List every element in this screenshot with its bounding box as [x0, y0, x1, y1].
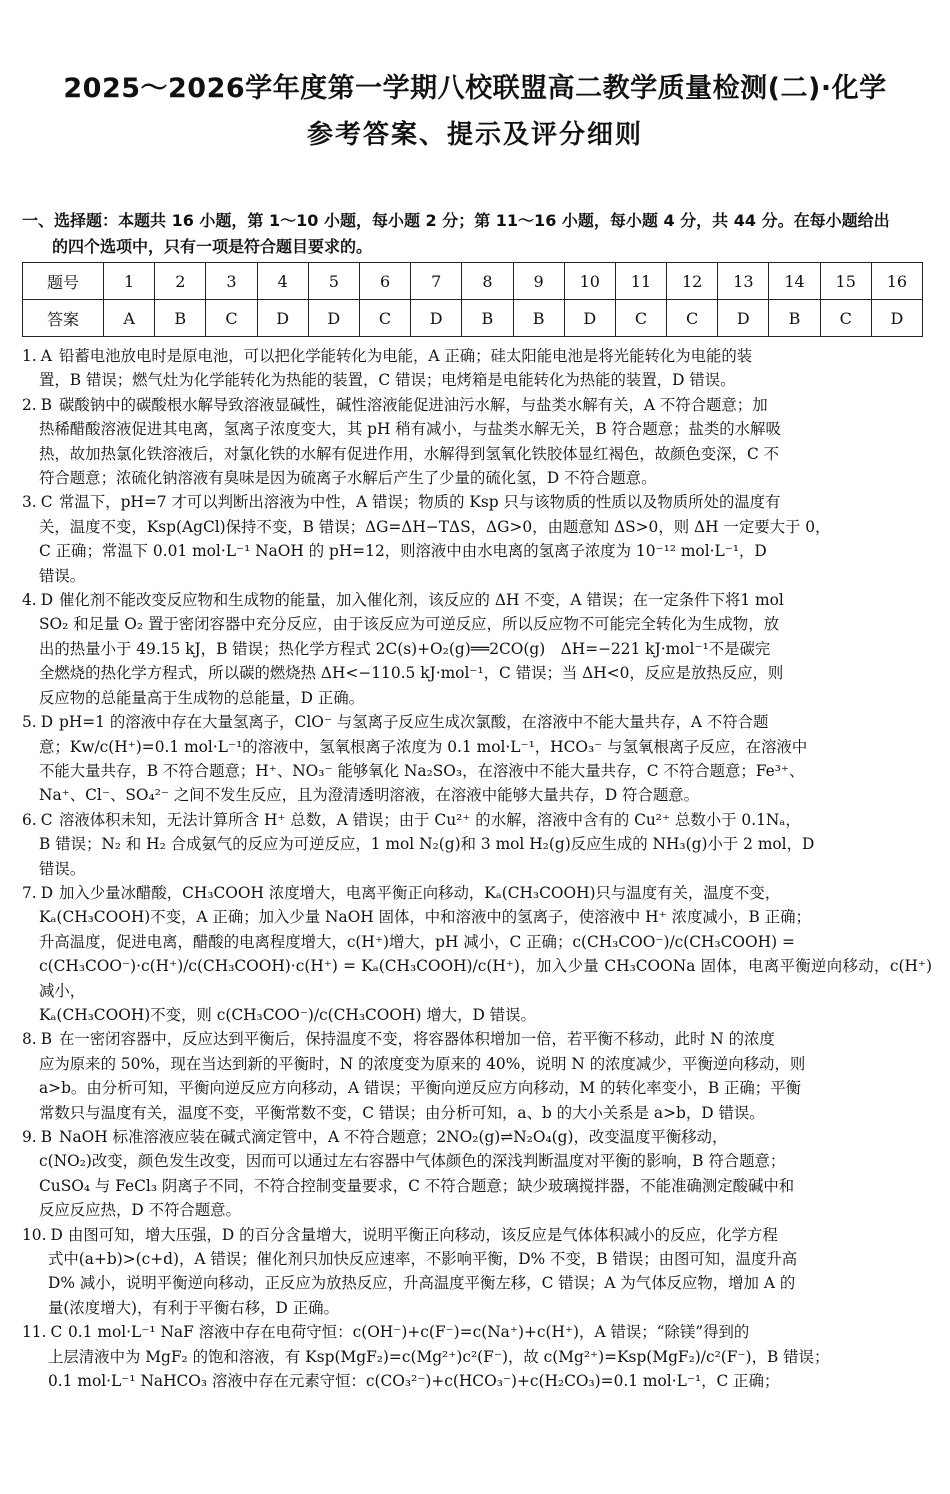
- item-number-text: 11.: [22, 1323, 47, 1342]
- table-cell: B: [769, 300, 820, 337]
- item-line: B 错误；N₂ 和 H₂ 合成氨气的反应为可逆反应，1 mol N₂(g)和 3 mol H₂(g)反应生成的 NH₃(g)小于 2 mol，D: [39, 835, 815, 854]
- item-line: Kₐ(CH₃COOH)不变，则 c(CH₃COO⁻)/c(CH₃COOH) 增大，D 错误。: [39, 1005, 536, 1024]
- table-cell: D: [718, 300, 769, 337]
- item-number-text: 10.: [22, 1225, 47, 1244]
- section-heading-line2: 的四个选项中，只有一项是符合题目要求的。: [52, 237, 373, 256]
- item-line: c(NO₂)改变，颜色发生改变，因而可以通过左右容器中气体颜色的深浅判断温度对平衡的影响，B 符合题意；: [39, 1152, 786, 1171]
- item-answer-letter: B: [40, 1128, 52, 1146]
- list-item: [22, 588, 932, 710]
- item-answer-letter: D: [40, 591, 54, 610]
- table-cell: C: [820, 300, 871, 337]
- section-heading: [22, 208, 934, 260]
- item-line: C 正确；常温下 0.01 mol·L⁻¹ NaOH 的 pH=12，则溶液中由水电离的氢离子浓度为 10⁻¹² mol·L⁻¹，D: [39, 542, 767, 561]
- table-cell: 9: [513, 263, 564, 300]
- item-line: D% 减小，说明平衡逆向移动，正反应为放热反应，升高温度平衡左移，C 错误；A 为气体反应物，增加 A 的: [48, 1274, 796, 1293]
- answer-table-row-answers: [23, 300, 923, 337]
- table-cell: 3: [206, 263, 257, 300]
- table-cell: 6: [359, 263, 410, 300]
- list-item: [22, 1320, 932, 1393]
- table-cell: 16: [871, 263, 922, 300]
- item-answer-letter: B: [40, 395, 52, 414]
- item-number: [22, 881, 53, 905]
- item-line: 催化剂不能改变反应物和生成物的能量，加入催化剂，该反应的 ΔH 不变，A 错误；在一定条件下将1 mol: [59, 591, 784, 610]
- table-cell: 11: [615, 263, 666, 300]
- item-number-text: 5.: [22, 713, 37, 732]
- item-line: 0.1 mol·L⁻¹ NaHCO₃ 溶液中存在元素守恒：c(CO₃²⁻)+c(HCO₃⁻)+c(H₂CO₃)=0.1 mol·L⁻¹，C 正确；: [48, 1372, 780, 1391]
- item-line: 热稀醋酸溶液促进其电离，氢离子浓度变大，其 pH 稍有减小，与盐类水解无关，B 符合题意；盐类的水解吸: [39, 420, 781, 439]
- item-answer-letter: C: [50, 1323, 63, 1342]
- list-item: [22, 1125, 932, 1223]
- item-number-text: 2.: [22, 395, 37, 414]
- table-cell: 13: [718, 263, 769, 300]
- item-answer-letter: D: [40, 713, 54, 732]
- item-number: [22, 710, 53, 734]
- item-line: Kₐ(CH₃COOH)不变，A 正确；加入少量 NaOH 固体，中和溶液中的氢离子，使溶液中 H⁺ 浓度减小，B 正确；: [39, 908, 811, 927]
- item-line: 常数只与温度有关，温度不变，平衡常数不变，C 错误；由分析可知，a、b 的大小关系是 a>b，D 错误。: [39, 1103, 765, 1122]
- item-number: [22, 344, 52, 368]
- item-line: 全燃烧的热化学方程式，所以碳的燃烧热 ΔH<−110.5 kJ·mol⁻¹，C 错误；当 ΔH<0，反应是放热反应，则: [39, 664, 784, 683]
- table-cell: B: [513, 300, 564, 337]
- item-line: Na⁺、Cl⁻、SO₄²⁻ 之间不发生反应，且为澄清透明溶液，在溶液中能够大量共存，D 符合题意。: [39, 786, 700, 805]
- table-cell: 4: [257, 263, 308, 300]
- item-answer-letter: D: [50, 1225, 63, 1244]
- item-line: 升高温度，促进电离，醋酸的电离程度增大，c(H⁺)增大，pH 减小，C 正确；c(CH₃COO⁻)/c(CH₃COOH) =: [39, 932, 795, 951]
- item-answer-letter: C: [40, 493, 53, 512]
- table-cell: C: [359, 300, 410, 337]
- item-number: [22, 808, 52, 832]
- list-item: [22, 393, 932, 491]
- table-cell: 15: [820, 263, 871, 300]
- item-line: 由图可知，增大压强，D 的百分含量增大，说明平衡正向移动，该反应是气体体积减小的反应，化学方程: [68, 1225, 778, 1244]
- item-number: [22, 588, 53, 612]
- item-line: 应为原来的 50%，现在当达到新的平衡时，N 的浓度变为原来的 40%，说明 N 的浓度减少，平衡逆向移动，则: [39, 1054, 806, 1073]
- page-title: 2025～2026学年度第一学期八校联盟高二教学质量检测(二)·化学: [63, 73, 887, 104]
- table-cell: 8: [462, 263, 513, 300]
- list-item: [22, 710, 932, 808]
- item-line: 加入少量冰醋酸，CH₃COOH 浓度增大，电离平衡正向移动，Kₐ(CH₃COOH)只与温度有关，温度不变，: [59, 883, 781, 902]
- item-line: 常温下，pH=7 才可以判断出溶液为中性，A 错误；物质的 Ksp 只与该物质的性质以及物质所处的温度有: [59, 493, 781, 512]
- item-line: pH=1 的溶液中存在大量氢离子，ClO⁻ 与氢离子反应生成次氯酸，在溶液中不能大量共存，A 不符合题: [59, 713, 769, 732]
- item-line: 不能大量共存，B 不符合题意；H⁺、NO₃⁻ 能够氧化 Na₂SO₃，在溶液中不能大量共存，C 不符合题意；Fe³⁺、: [39, 761, 805, 780]
- item-line: 0.1 mol·L⁻¹ NaF 溶液中存在电荷守恒：c(OH⁻)+c(F⁻)=c(Na⁺)+c(H⁺)，A 错误；“除镁”得到的: [68, 1323, 750, 1342]
- table-cell: C: [615, 300, 666, 337]
- table-cell: D: [871, 300, 922, 337]
- answer-table: [22, 262, 923, 337]
- item-line: 式中(a+b)>(c+d)，A 错误；催化剂只加快反应速率，不影响平衡，D% 不变，B 错误；由图可知，温度升高: [48, 1250, 798, 1269]
- table-cell: 10: [564, 263, 615, 300]
- item-line: NaOH 标准溶液应装在碱式滴定管中，A 不符合题意；2NO₂(g)⇌N₂O₄(g)，改变温度平衡移动，: [59, 1128, 728, 1146]
- table-cell: 7: [411, 263, 462, 300]
- table-cell: C: [667, 300, 718, 337]
- item-number-text: 7.: [22, 883, 37, 902]
- explanation-list: [22, 344, 932, 1393]
- item-line: 关，温度不变，Ksp(AgCl)保持不变，B 错误；ΔG=ΔH−TΔS，ΔG>0，由题意知 ΔS>0，则 ΔH 一定要大于 0，: [39, 517, 831, 536]
- item-number-text: 8.: [22, 1030, 37, 1049]
- item-number-text: 9.: [22, 1128, 37, 1146]
- item-number: [22, 1320, 62, 1344]
- item-number-text: 1.: [22, 347, 37, 365]
- item-number: [22, 1223, 63, 1247]
- item-number-text: 6.: [22, 810, 37, 829]
- table-cell: D: [257, 300, 308, 337]
- table-cell: A: [104, 300, 155, 337]
- item-line: 上层清液中为 MgF₂ 的饱和溶液，有 Ksp(MgF₂)=c(Mg²⁺)c²(F⁻)，故 c(Mg²⁺)=Ksp(MgF₂)/c²(F⁻)，B 错误；: [48, 1347, 830, 1366]
- item-line: 置，B 错误；燃气灶为化学能转化为热能的装置，C 错误；电烤箱是电能转化为热能的装置，D 错误。: [39, 371, 736, 390]
- item-line: a>b。由分析可知，平衡向逆反应方向移动，A 错误；平衡向逆反应方向移动，M 的转化率变小，B 正确；平衡: [39, 1079, 801, 1098]
- item-line: 错误。: [39, 566, 86, 585]
- item-number: [22, 490, 52, 514]
- item-line: 反应反应热，D 不符合题意。: [39, 1201, 241, 1220]
- table-cell: C: [206, 300, 257, 337]
- item-number-text: 4.: [22, 591, 37, 610]
- item-line: 在一密闭容器中，反应达到平衡后，保持温度不变，将容器体积增加一倍，若平衡不移动，此时 N 的浓度: [59, 1030, 775, 1049]
- table-cell: D: [564, 300, 615, 337]
- item-number: [22, 1125, 52, 1149]
- list-item: [22, 1223, 932, 1321]
- page-subtitle: 参考答案、提示及评分细则: [306, 120, 643, 150]
- item-line: c(CH₃COO⁻)·c(H⁺)/c(CH₃COOH)·c(H⁺) = Kₐ(CH₃COOH)/c(H⁺)，加入少量 CH₃COONa 固体，电离平衡逆向移动，c(H⁺)减小，: [39, 957, 932, 1000]
- table-cell: 2: [155, 263, 206, 300]
- item-answer-letter: D: [40, 883, 54, 902]
- list-item: [22, 344, 932, 393]
- table-cell: B: [462, 300, 513, 337]
- item-number: [22, 393, 52, 417]
- table-cell: D: [411, 300, 462, 337]
- item-answer-letter: C: [40, 810, 53, 829]
- list-item: [22, 490, 932, 588]
- item-line: 符合题意；浓硫化钠溶液有臭味是因为硫离子水解后产生了少量的硫化氢，D 不符合题意。: [39, 469, 657, 488]
- item-line: 出的热量小于 49.15 kJ，B 错误；热化学方程式 2C(s)+O₂(g)══2CO(g) ΔH=−221 kJ·mol⁻¹不是碳完: [39, 639, 771, 658]
- answer-table-row-numbers: [23, 263, 923, 300]
- table-cell: 5: [308, 263, 359, 300]
- item-line: SO₂ 和足量 O₂ 置于密闭容器中充分反应，由于该反应为可逆反应，所以反应物不可能完全转化为生成物，放: [39, 615, 779, 634]
- row-label-numbers: 题号: [23, 263, 104, 300]
- item-line: 热，故加热氯化铁溶液后，对氯化铁的水解有促进作用，水解得到氢氧化铁胶体显红褐色，故颜色变深，C 不: [39, 444, 780, 463]
- item-number-text: 3.: [22, 493, 37, 512]
- table-cell: 1: [104, 263, 155, 300]
- item-line: 意；Kw/c(H⁺)=0.1 mol·L⁻¹的溶液中，氢氧根离子浓度为 0.1 mol·L⁻¹，HCO₃⁻ 与氢氧根离子反应，在溶液中: [39, 737, 808, 756]
- list-item: [22, 808, 932, 881]
- item-answer-letter: A: [40, 347, 52, 365]
- item-line: 铅蓄电池放电时是原电池，可以把化学能转化为电能，A 正确；硅太阳能电池是将光能转化为电能的装: [59, 347, 753, 365]
- list-item: [22, 1027, 932, 1125]
- table-cell: 12: [667, 263, 718, 300]
- item-line: 量(浓度增大)，有利于平衡右移，D 正确。: [48, 1298, 339, 1317]
- row-label-answers: 答案: [23, 300, 104, 337]
- item-line: 错误。: [39, 859, 86, 878]
- item-line: 碳酸钠中的碳酸根水解导致溶液显碱性，碱性溶液能促进油污水解，与盐类水解有关，A 不符合题意；加: [59, 395, 768, 414]
- table-cell: D: [308, 300, 359, 337]
- item-number: [22, 1027, 52, 1051]
- item-line: 反应物的总能量高于生成物的总能量，D 正确。: [39, 688, 365, 707]
- item-answer-letter: B: [40, 1030, 52, 1049]
- list-item: [22, 881, 932, 1027]
- section-heading-line1: 一、选择题：本题共 16 小题，第 1～10 小题，每小题 2 分；第 11～16 小题，每小题 4 分，共 44 分。在每小题给出: [22, 211, 890, 230]
- table-cell: 14: [769, 263, 820, 300]
- item-line: CuSO₄ 与 FeCl₃ 阴离子不同，不符合控制变量要求，C 不符合题意；缺少玻璃搅拌器，不能准确测定酸碱中和: [39, 1176, 795, 1195]
- item-line: 溶液体积未知，无法计算所含 H⁺ 总数，A 错误；由于 Cu²⁺ 的水解，溶液中含有的 Cu²⁺ 总数小于 0.1Nₐ，: [59, 810, 801, 829]
- table-cell: B: [155, 300, 206, 337]
